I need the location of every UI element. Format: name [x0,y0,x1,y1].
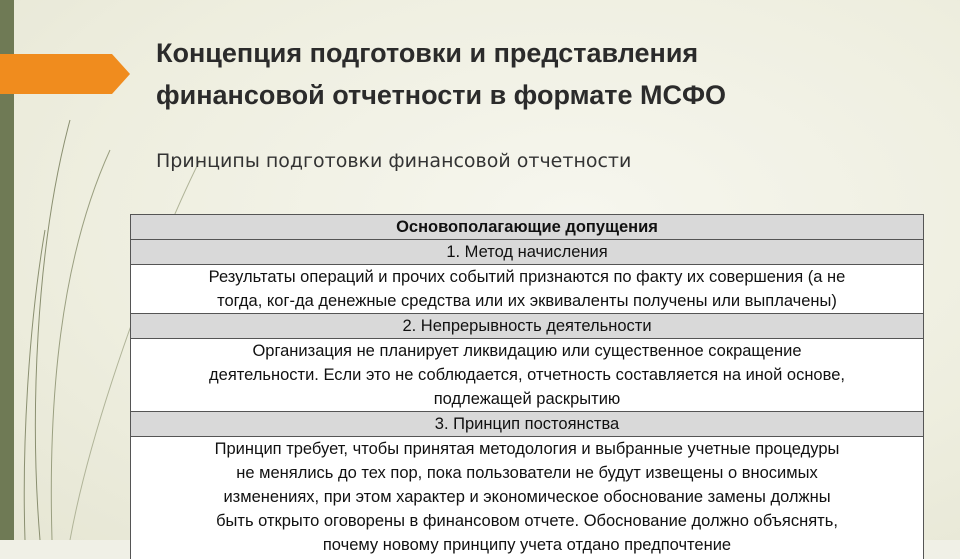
text-line: деятельности. Если это не соблюдается, отчетность составляется на иной основе, [209,366,845,384]
orange-arrow-accent [0,54,130,94]
title-line-2: финансовой отчетности в формате МСФО [156,80,726,110]
principles-table [130,214,924,559]
text-line: не менялись до тех пор, пока пользователи не будут извещены о вносимых [236,464,818,482]
text-line: Организация не планирует ликвидацию или существенное сокращение [252,342,802,360]
section-body-accrual [131,265,923,314]
section-heading-consistency: 3. Принцип постоянства [131,412,923,437]
text-line: почему новому принципу учета отдано предпочтение [322,536,732,554]
section-body-consistency [131,437,923,559]
text-line: Принцип требует, чтобы принятая методология и выбранные учетные процедуры [214,440,840,458]
table-header: Основополагающие допущения [131,215,923,240]
text-line: подлежащей раскрытию [433,390,621,408]
slide-subtitle: Принципы подготовки финансовой отчетности [156,150,632,172]
text-line: быть открыто оговорены в финансовом отчете. Обоснование должно объяснять, [216,512,838,530]
text-line: изменениях, при этом характер и экономическое обоснование замены должны [223,488,831,506]
section-heading-accrual: 1. Метод начисления [131,240,923,265]
section-body-going-concern [131,339,923,412]
text-line: Результаты операций и прочих событий признаются по факту их совершения (а не [208,268,846,286]
slide-title [156,32,916,116]
text-line: тогда, ког-да денежные средства или их эквиваленты получены или выплачены) [217,292,837,310]
title-line-1: Концепция подготовки и представления [156,38,699,68]
section-heading-going-concern: 2. Непрерывность деятельности [131,314,923,339]
